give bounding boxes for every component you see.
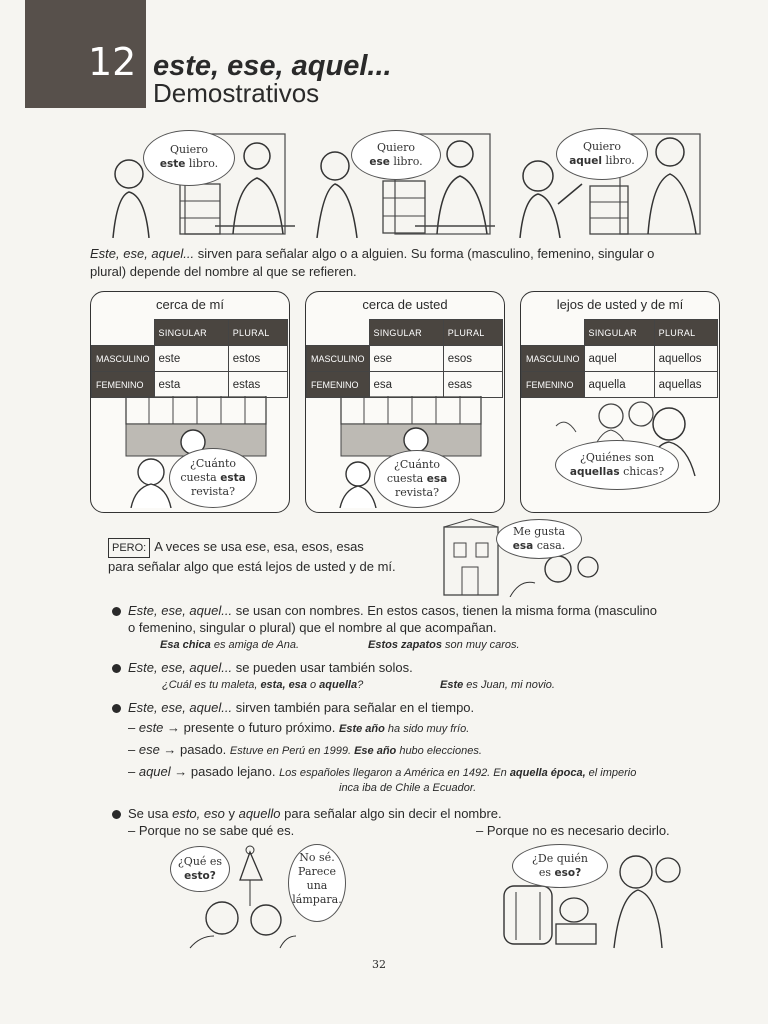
cell-value: esta: [154, 372, 228, 398]
col-singular: SINGULAR: [369, 320, 443, 346]
cell-value: este: [154, 346, 228, 372]
speech-bubble: Quiero ese libro.: [351, 130, 441, 180]
speech-bubble: ¿Cuánto cuesta esta revista?: [169, 448, 257, 508]
col-plural: PLURAL: [443, 320, 502, 346]
cell-value: ese: [369, 346, 443, 372]
rule-text: o femenino, singular o plural) que el nombre al que acompañan.: [128, 620, 497, 635]
rule-4: Se usa esto, eso y aquello para señalar algo sin decir el nombre. – Porque no se sabe qué es. – Porque no es necesario decirlo.: [112, 805, 712, 839]
pero-line: para señalar algo que está lejos de usted y de mí.: [108, 559, 396, 574]
rule-example: inca iba de Chile a Ecuador.: [339, 782, 477, 794]
page-number: 32: [372, 958, 386, 971]
pero-note: [108, 538, 448, 576]
cell-value: esas: [443, 372, 502, 398]
col-singular: SINGULAR: [584, 320, 654, 346]
row-masculino: MASCULINO: [92, 346, 155, 372]
row-femenino: FEMENINO: [522, 372, 585, 398]
unit-number: 12: [88, 40, 137, 84]
bullet: [112, 607, 121, 616]
col-plural: PLURAL: [654, 320, 717, 346]
rule-text: – Porque no se sabe qué es.: [128, 823, 295, 838]
col-plural: PLURAL: [228, 320, 287, 346]
speech-bubble: ¿De quién es eso?: [512, 844, 608, 888]
comic-panel-aquel: [510, 126, 702, 238]
cell-value: esa: [369, 372, 443, 398]
panel-title: cerca de usted: [362, 297, 448, 312]
bullet: [112, 810, 121, 819]
panel-title: cerca de mí: [156, 297, 224, 312]
speech-bubble: ¿Qué es esto?: [170, 846, 230, 892]
pero-line: A veces se usa ese, esa, esos, esas: [154, 539, 364, 554]
demonstrative-table: [521, 319, 718, 398]
cell-value: estos: [228, 346, 287, 372]
cell-value: aquellas: [654, 372, 717, 398]
row-masculino: MASCULINO: [307, 346, 370, 372]
panel-lejos: [520, 291, 720, 513]
panel-cerca-de-mi: [90, 291, 290, 513]
rule-3: Este, ese, aquel... sirven también para señalar en el tiempo. – este → presente o futuro próximo. Este año ha sido muy frío. – ese → pasado. Estuve en Perú en 1999. Ese año hubo elecciones. – aquel → pasado lejano. Los españoles llegaron a América en 1492. En aquella época, el imperio inca iba de Chile a Ecuador.: [112, 699, 712, 799]
speech-bubble: No sé. Parece una lámpara.: [288, 844, 346, 922]
comic-panel-este: [105, 126, 297, 238]
pero-tag: PERO:: [108, 538, 150, 558]
speech-bubble: ¿Cuánto cuesta esa revista?: [374, 450, 460, 508]
demonstrative-table: [91, 319, 288, 398]
cell-value: aquellos: [654, 346, 717, 372]
speech-bubble: Quiero aquel libro.: [556, 128, 648, 180]
cell-value: aquella: [584, 372, 654, 398]
cell-value: estas: [228, 372, 287, 398]
rule-2: Este, ese, aquel... se pueden usar también solos. ¿Cuál es tu maleta, esta, esa o aquella? Este es Juan, mi novio.: [112, 659, 712, 691]
speech-bubble: ¿Quiénes son aquellas chicas?: [555, 440, 679, 490]
speech-bubble: Me gusta esa casa.: [496, 519, 582, 559]
cell-value: aquel: [584, 346, 654, 372]
panel-title: lejos de usted y de mí: [556, 297, 684, 312]
row-femenino: FEMENINO: [92, 372, 155, 398]
bullet: [112, 704, 121, 713]
col-singular: SINGULAR: [154, 320, 228, 346]
rule-1: Este, ese, aquel... se usan con nombres. En estos casos, tienen la misma forma (masculino o femenino, singular o plural) que el nombre al que acompañan. Esa chica es amiga de Ana. Estos zapatos son muy caros.: [112, 602, 712, 652]
demonstrative-table: [306, 319, 503, 398]
bullet: [112, 664, 121, 673]
unit-subtitle: Demostrativos: [153, 78, 320, 108]
cell-value: esos: [443, 346, 502, 372]
intro-paragraph: Este, ese, aquel... sirven para señalar algo o a alguien. Su forma (masculino, femenino, singular o plural) depende del nombre al que se refieren.: [90, 246, 655, 279]
speech-bubble: Quiero este libro.: [143, 130, 235, 186]
row-masculino: MASCULINO: [522, 346, 585, 372]
comic-panel-ese: [305, 126, 497, 238]
rule-text: – Porque no es necesario decirlo.: [476, 823, 670, 838]
row-femenino: FEMENINO: [307, 372, 370, 398]
panel-cerca-de-usted: [305, 291, 505, 513]
unit-title: este, ese, aquel...: [153, 50, 392, 82]
